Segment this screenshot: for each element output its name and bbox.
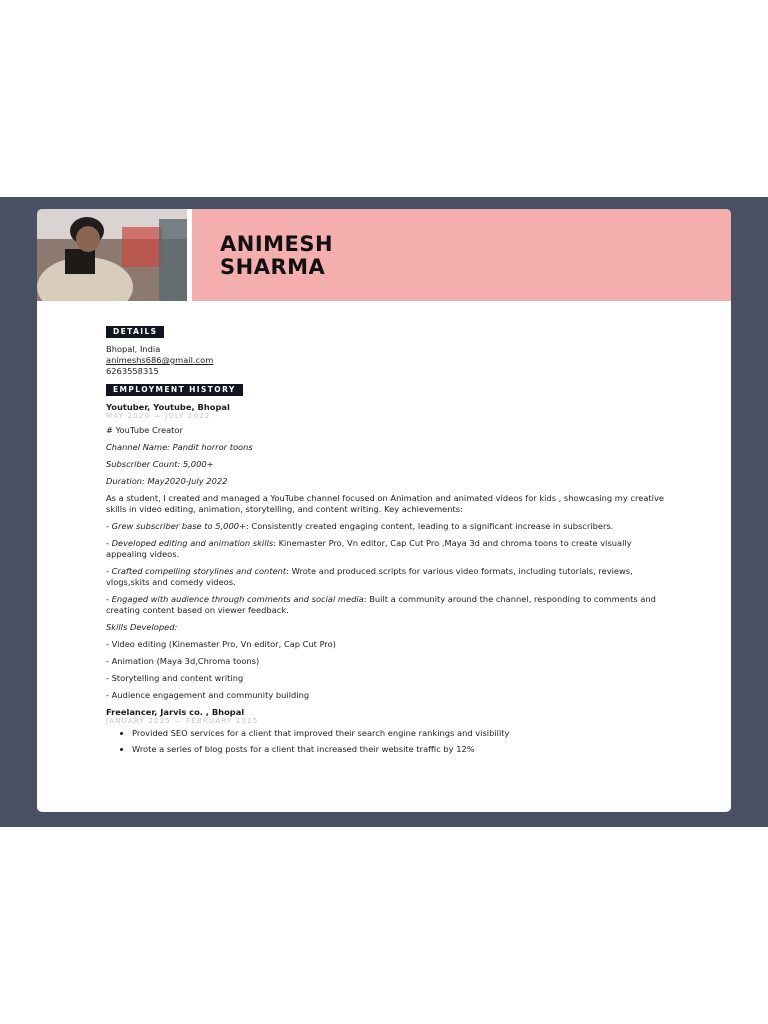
candidate-name [220, 233, 333, 279]
job-summary: As a student, I created and managed a YouTube channel focused on Animation and animated videos for kids , showcasing my creative skills in video editing, animation, storytelling, and content writing. Key achievements: [106, 493, 664, 514]
skill-item: - Storytelling and content writing [106, 673, 244, 683]
skill-item: - Audience engagement and community building [106, 690, 310, 700]
subscriber-count: Subscriber Count: 5,000+ [106, 459, 214, 469]
name-last: SHARMA [220, 255, 326, 279]
achievement-item: - Engaged with audience through comments and social media: Built a community around the channel, responding to comments and creating content based on viewer feedback. [106, 594, 656, 615]
details-block [106, 344, 666, 377]
profile-photo-image [37, 209, 187, 301]
details-heading: DETAILS [106, 326, 164, 338]
list-item: • Provided SEO services for a client that improved their search engine rankings and visibility [132, 728, 666, 739]
profile-photo [37, 209, 187, 301]
channel-name: Channel Name: Pandit horror toons [106, 442, 253, 452]
phone: 6263558315 [106, 366, 159, 376]
achievement-item: - Grew subscriber base to 5,000+: Consistently created engaging content, leading to a significant increase in subscribers. [106, 521, 614, 531]
email-link[interactable]: animeshs686@gmail.com [106, 355, 214, 365]
skill-item: - Video editing (Kinemaster Pro, Vn editor, Cap Cut Pro) [106, 639, 336, 649]
resume-content [106, 326, 666, 760]
job-duration: Duration: May2020-July 2022 [106, 476, 228, 486]
resume-page [37, 209, 731, 812]
achievement-item: - Crafted compelling storylines and content: Wrote and produced scripts for various video formats, including tutorials, reviews, vlogs,skits and comedy videos. [106, 566, 633, 587]
location: Bhopal, India [106, 344, 161, 354]
skill-item: - Animation (Maya 3d,Chroma toons) [106, 656, 260, 666]
job-role: # YouTube Creator [106, 425, 183, 435]
employment-heading: EMPLOYMENT HISTORY [106, 384, 243, 396]
job-dates: MAY 2020 — JULY 2022 [106, 412, 211, 420]
job-dates: JANUARY 2025 — FEBRUARY 2025 [106, 717, 259, 725]
list-item: • Wrote a series of blog posts for a client that increased their website traffic by 12% [132, 744, 666, 755]
job-freelancer [106, 707, 666, 755]
job-title: Youtuber, Youtube, Bhopal [106, 402, 230, 412]
job-youtuber [106, 402, 666, 701]
name-banner [192, 209, 731, 301]
skills-label: Skills Developed: [106, 622, 178, 632]
achievement-item: - Developed editing and animation skills: Kinemaster Pro, Vn editor, Cap Cut Pro ,Maya 3d and chroma toons to create visually appealing videos. [106, 538, 632, 559]
job-bullets [106, 728, 666, 755]
job-title: Freelancer, Jarvis co. , Bhopal [106, 707, 245, 717]
name-first: ANIMESH [220, 232, 334, 256]
